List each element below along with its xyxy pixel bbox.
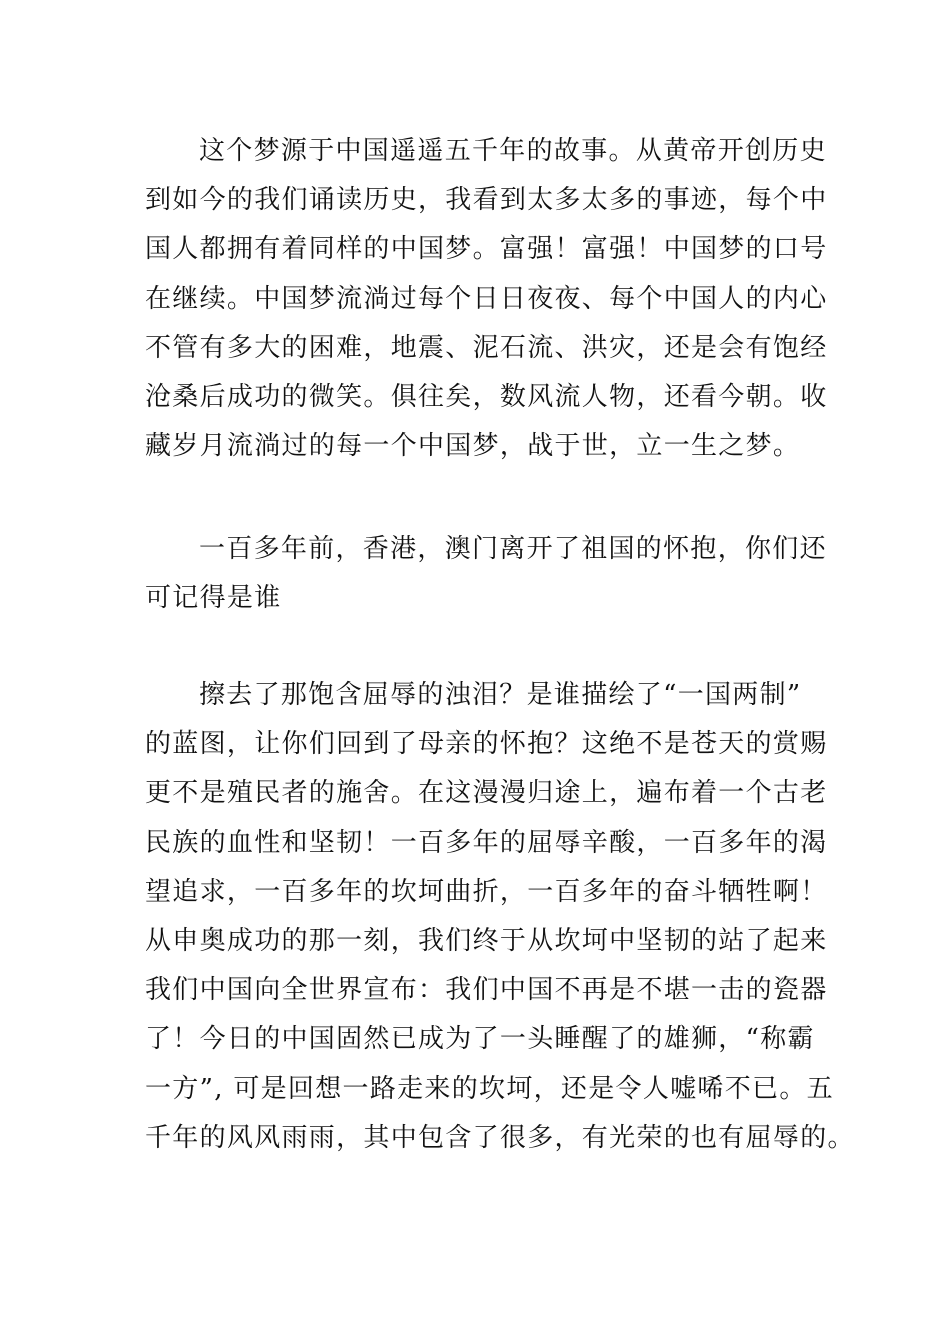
text-line: 我们中国向全世界宣布：我们中国不再是不堪一击的瓷器: [145, 975, 828, 1006]
paragraph-chinese-dream-origin: [145, 127, 828, 471]
paragraph-one-country-two-systems: [145, 671, 855, 1163]
text-line: 的蓝图，让你们回到了母亲的怀抱？这绝不是苍天的赏赐: [145, 729, 828, 760]
text-line: 一方”, 可是回想一路走来的坎坷，还是令人嘘唏不已。五: [145, 1073, 834, 1104]
text-line: 擦去了那饱含屈辱的浊泪？是谁描绘了“一国两制”: [199, 680, 802, 710]
text-line: 从申奥成功的那一刻，我们终于从坎坷中坚韧的站了起来: [145, 925, 828, 956]
text-line: 千年的风风雨雨，其中包含了很多，有光荣的也有屈辱的。: [145, 1122, 855, 1153]
text-line: 不管有多大的困难，地震、泥石流、洪灾，还是会有饱经: [145, 332, 828, 363]
text-line: 更不是殖民者的施舍。在这漫漫归途上，遍布着一个古老: [145, 778, 828, 809]
text-line: 藏岁月流淌过的每一个中国梦，战于世，立一生之梦。: [145, 431, 801, 462]
text-line: 沧桑后成功的微笑。俱往矣，数风流人物，还看今朝。收: [145, 381, 828, 412]
text-line: 在继续。中国梦流淌过每个日日夜夜、每个中国人的内心: [145, 283, 828, 314]
text-line: 民族的血性和坚韧！一百多年的屈辱辛酸，一百多年的渴: [145, 827, 828, 858]
text-line: 到如今的我们诵读历史，我看到太多太多的事迹，每个中: [145, 185, 828, 216]
text-line: 一百多年前，香港，澳门离开了祖国的怀抱，你们还: [199, 534, 827, 564]
text-line: 了！今日的中国固然已成为了一头睡醒了的雄狮，“称霸: [145, 1024, 815, 1055]
text-line: 望追求，一百多年的坎坷曲折，一百多年的奋斗牺牲啊！: [145, 876, 828, 907]
text-line: 可记得是谁: [145, 583, 282, 614]
paragraph-hong-kong-macau: [145, 525, 827, 623]
text-line: 这个梦源于中国遥遥五千年的故事。从黄帝开创历史: [199, 136, 827, 166]
text-line: 国人都拥有着同样的中国梦。富强！富强！中国梦的口号: [145, 234, 828, 265]
